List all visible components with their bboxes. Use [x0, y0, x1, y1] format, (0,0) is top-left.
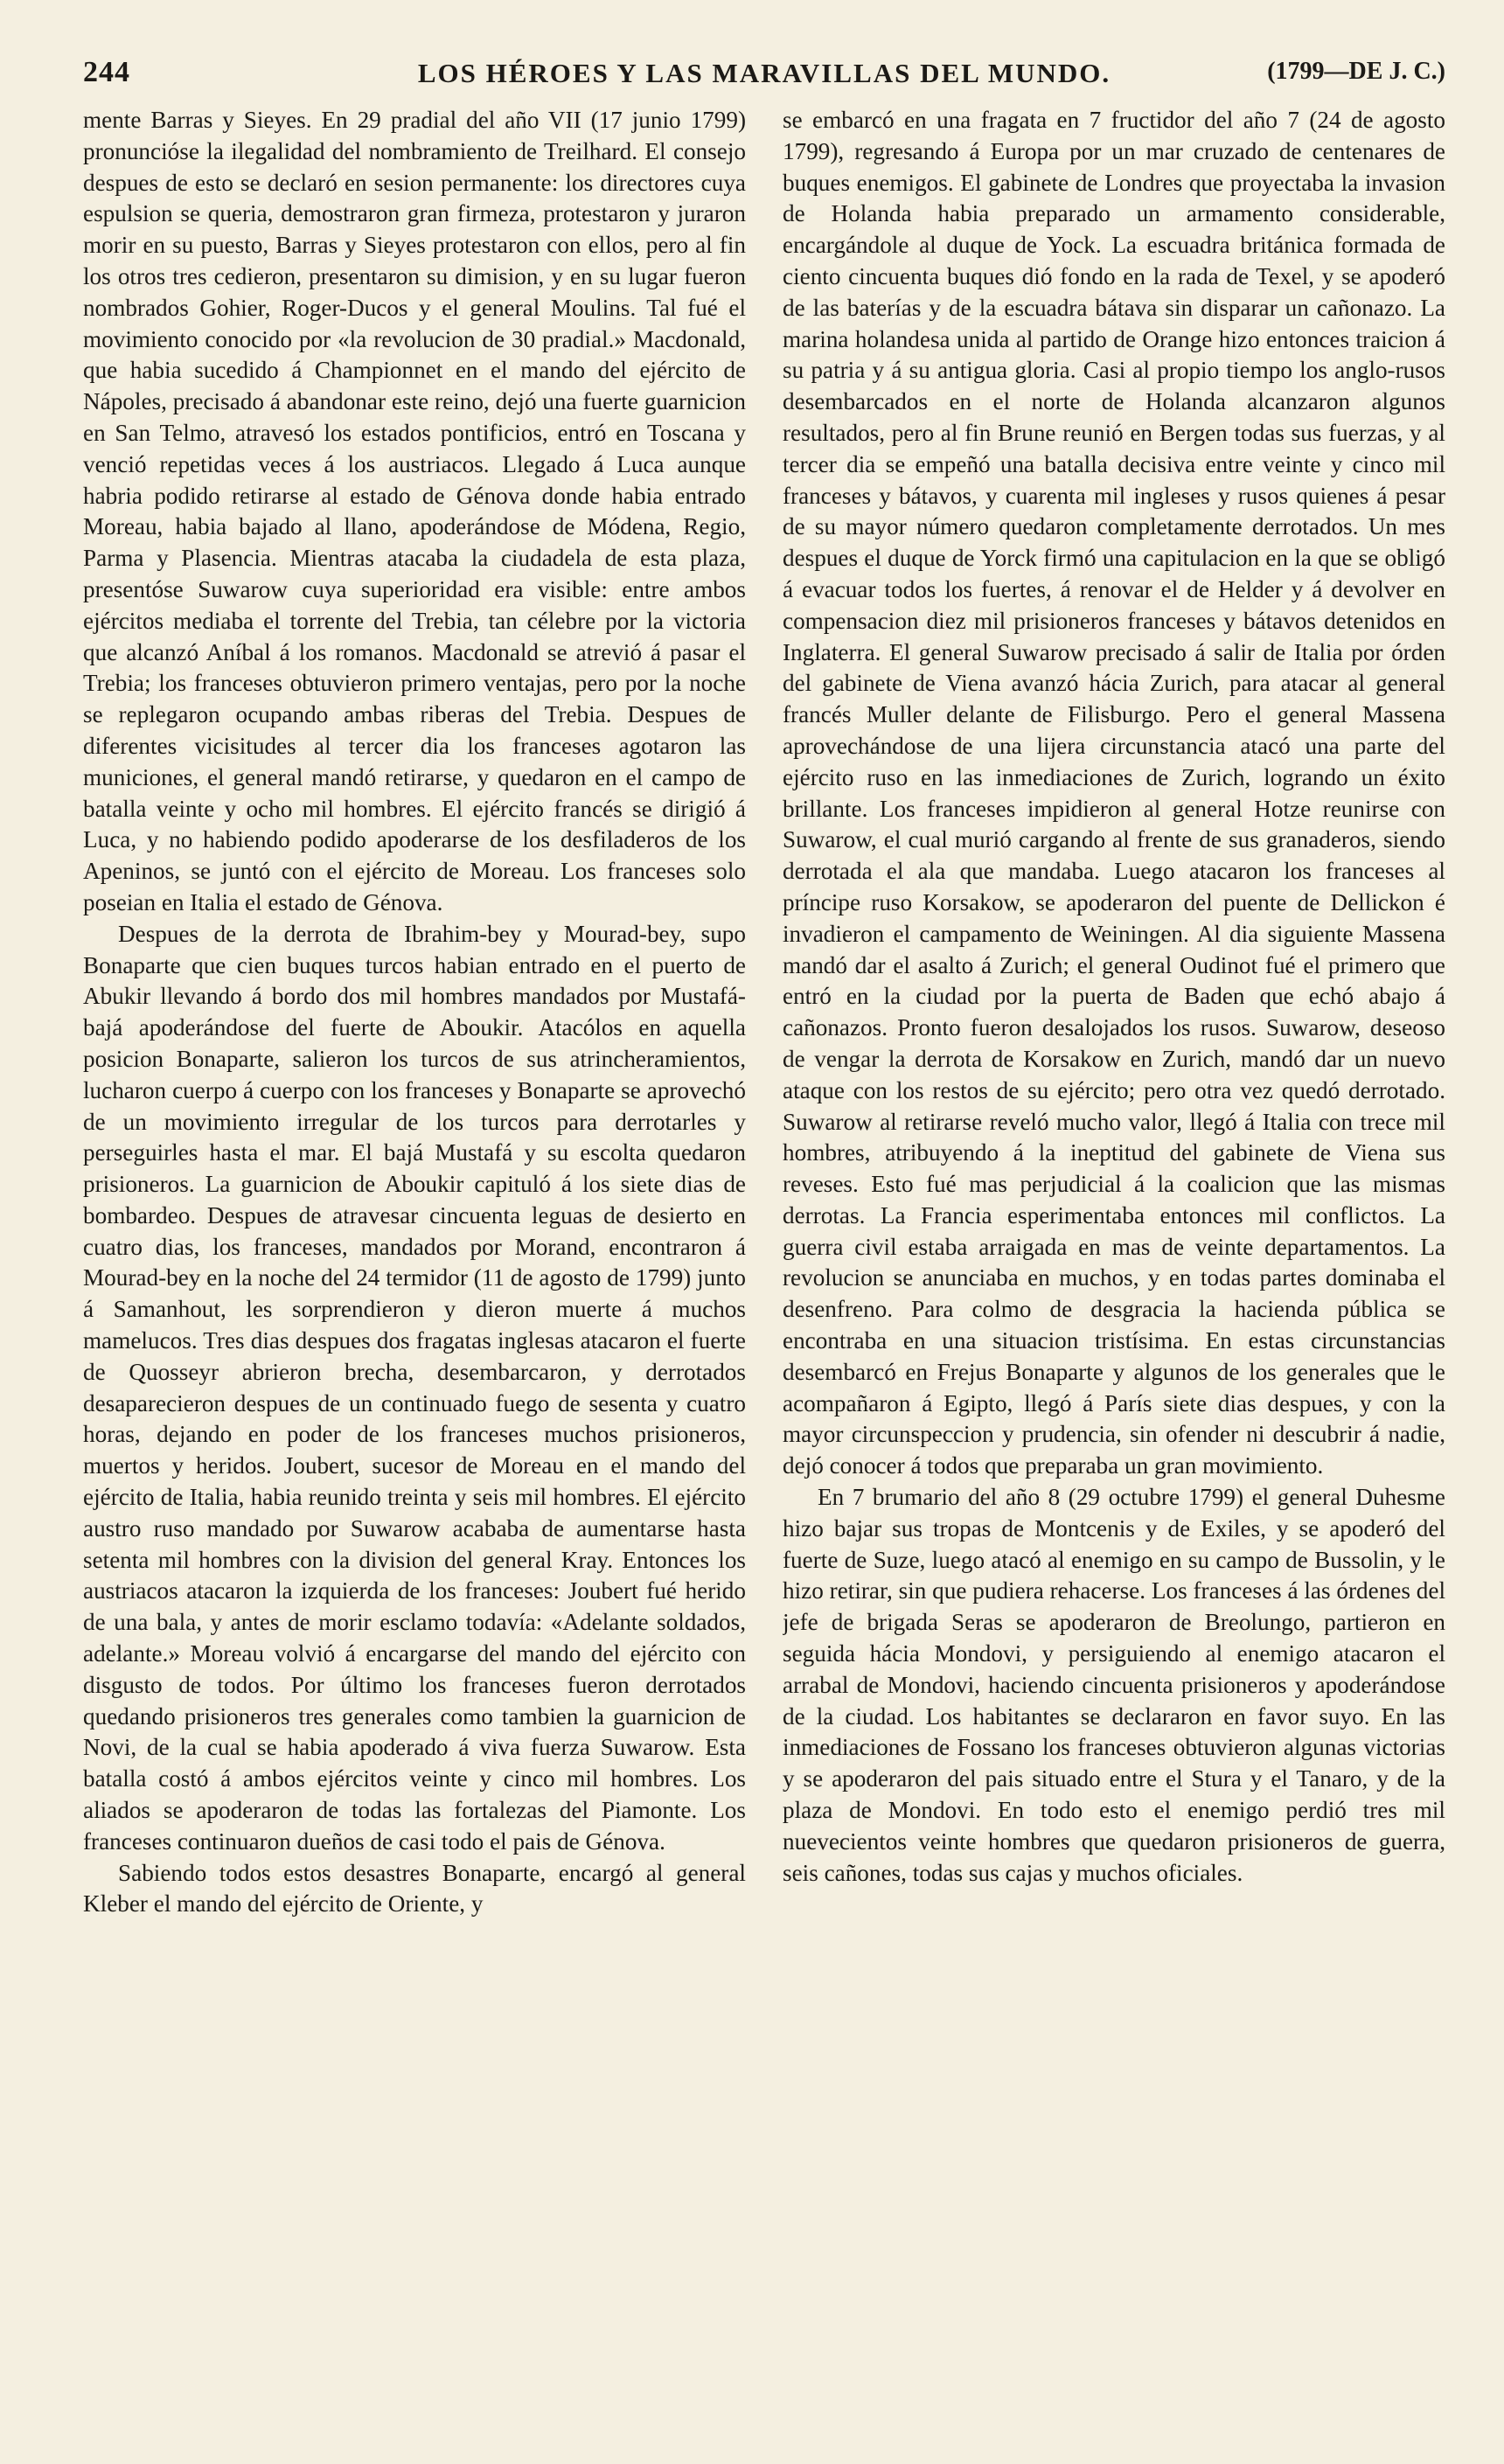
paragraph: En 7 brumario del año 8 (29 octubre 1799) el general Duhesme hizo bajar sus tropas de Montcenis y de Exiles, y se apoderó del fuerte de Suze, luego atacó al enemigo en su campo de Bussolin, y le hizo retirar, sin que pudiera rehacerse. Los franceses á las órdenes del jefe de brigada Seras se apoderaron de Breolungo, partieron en seguida hácia Mondovi, y persiguiendo al enemigo atacaron el arrabal de Mondovi, haciendo cincuenta prisioneros y apoderándose de la ciudad. Los habitantes se declararon en favor suyo. En las inmediaciones de Fossano los franceses obtuvieron algunas victorias y se apoderaron del pais situado entre el Stura y el Tanaro, y de la plaza de Mondovi. En todo esto el enemigo perdió tres mil nuevecientos veinte hombres que quedaron prisioneros de guerra, seis cañones, todas sus cajas y muchos oficiales.	[783, 1484, 1445, 1886]
paragraph: Despues de la derrota de Ibrahim-bey y Mourad-bey, supo Bonaparte que cien buques turcos habian entrado en el puerto de Abukir llevando á bordo dos mil hombres mandados por Mustafá-bajá apoderándose del fuerte de Aboukir. Atacólos en aquella posicion Bonaparte, salieron los turcos de sus atrincheramientos, lucharon cuerpo á cuerpo con los franceses y Bonaparte se aprovechó de un movimiento irregular de los turcos para derrotarles y perseguirles hasta el mar. El bajá Mustafá y su escolta quedaron prisioneros. La guarnicion de Aboukir capituló á los siete dias de bombardeo. Despues de atravesar cincuenta leguas de desierto en cuatro dias, los franceses, mandados por Morand, encontraron á Mourad-bey en la noche del 24 termidor (11 de agosto de 1799) junto á Samanhout, les sorprendieron y dieron muerte á muchos mamelucos. Tres dias despues dos fragatas inglesas atacaron el fuerte de Quosseyr abrieron brecha, desembarcaron, y derrotados desaparecieron despues de un continuado fuego de sesenta y cuatro horas, dejando en poder de los franceses muchos prisioneros, muertos y heridos. Joubert, sucesor de Moreau en el mando del ejército de Italia, habia reunido treinta y seis mil hombres. El ejército austro ruso mandado por Suwarow acababa de aumentarse hasta setenta mil hombres con la division del general Kray. Entonces los austriacos atacaron la izquierda de los franceses: Joubert fué herido de una bala, y antes de morir esclamo todavía: «Adelante soldados, adelante.» Moreau volvió á encargarse del mando del ejército con disgusto de todos. Por último los franceses fueron derrotados quedando prisioneros tres generales como tambien la guarnicion de Novi, de la cual se habia apoderado á viva fuerza Suwarow. Esta batalla costó á ambos ejércitos veinte y cinco mil hombres. Los aliados se apoderaron de todas las fortalezas del Piamonte. Los franceses continuaron dueños de casi todo el pais de Génova.	[83, 920, 746, 1855]
running-title: LOS HÉROES Y LAS MARAVILLAS DEL MUNDO.	[417, 58, 1111, 88]
date-label: (1799—DE J. C.)	[1267, 58, 1445, 85]
page-header	[83, 51, 1445, 105]
left-column	[83, 105, 746, 2413]
page-number: 244	[83, 56, 130, 88]
newspaper-page	[83, 51, 1445, 2412]
paragraph: mente Barras y Sieyes. En 29 pradial del año VII (17 junio 1799) pronuncióse la ilegalidad del nombramiento de Treilhard. El consejo despues de esto se declaró en sesion permanente: los directores cuya espulsion se queria, demostraron gran firmeza, protestaron y juraron morir en su puesto, Barras y Sieyes protestaron con ellos, pero al fin los otros tres cedieron, presentaron su dimision, y en su lugar fueron nombrados Gohier, Roger-Ducos y el general Moulins. Tal fué el movimiento conocido por «la revolucion de 30 pradial.» Macdonald, que habia sucedido á Championnet en el mando del ejército de Nápoles, precisado á abandonar este reino, dejó una fuerte guarnicion en San Telmo, atravesó los estados pontificios, entró en Toscana y venció repetidas veces á los austriacos. Llegado á Luca aunque habria podido retirarse al estado de Génova donde habia entrado Moreau, habia bajado al llano, apoderándose de Módena, Regio, Parma y Plasencia. Mientras atacaba la ciudadela de esta plaza, presentóse Suwarow cuya superioridad era visible: entre ambos ejércitos mediaba el torrente del Trebia, tan célebre por la victoria que alcanzó Aníbal á los romanos. Macdonald se atrevió á pasar el Trebia; los franceses obtuvieron primero ventajas, pero por la noche se replegaron ocupando ambas riberas del Trebia. Despues de diferentes vicisitudes al tercer dia los franceses agotaron las municiones, el general mandó retirarse, y quedaron en el campo de batalla veinte y ocho mil hombres. El ejército francés se dirigió á Luca, y no habiendo podido apoderarse de los desfiladeros de los Apeninos, se juntó con el ejército de Moreau. Los franceses solo poseian en Italia el estado de Génova.	[83, 107, 746, 915]
paragraph: Sabiendo todos estos desastres Bonaparte, encargó al general Kleber el mando del ejército de Oriente, y	[83, 1859, 746, 1918]
text-columns	[83, 105, 1445, 2413]
right-column	[783, 105, 1445, 2413]
paragraph: se embarcó en una fragata en 7 fructidor del año 7 (24 de agosto 1799), regresando á Europa por un mar cruzado de centenares de buques enemigos. El gabinete de Londres que proyectaba la invasion de Holanda habia preparado un armamento considerable, encargándole al duque de Yock. La escuadra británica formada de ciento cincuenta buques dió fondo en la rada de Texel, y se apoderó de las baterías y de la escuadra bátava sin disparar un cañonazo. La marina holandesa unida al partido de Orange hizo entonces traicion á su patria y á su antigua gloria. Casi al propio tiempo los anglo-rusos desembarcados en el norte de Holanda alcanzaron algunos resultados, pero al fin Brune reunió en Bergen todas sus fuerzas, y al tercer dia se empeñó una batalla decisiva entre veinte y cinco mil franceses y bátavos, y cuarenta mil ingleses y rusos quienes á pesar de su mayor número quedaron completamente derrotados. Un mes despues el duque de Yorck firmó una capitulacion en la que se obligó á evacuar todos los fuertes, á renovar el de Helder y á devolver en compensacion diez mil prisioneros franceses y bátavos detenidos en Inglaterra. El general Suwarow precisado á salir de Italia por órden del gabinete de Viena avanzó hácia Zurich, para atacar al general francés Muller delante de Filisburgo. Pero el general Massena aprovechándose de una lijera circunstancia atacó una parte del ejército ruso en las inmediaciones de Zurich, logrando un éxito brillante. Los franceses impidieron al general Hotze reunirse con Suwarow, el cual murió cargando al frente de sus granaderos, siendo derrotada el ala que mandaba. Luego atacaron los franceses al príncipe ruso Korsakow, se apoderaron del puente de Dellickon é invadieron el campamento de Weiningen. Al dia siguiente Massena mandó dar el asalto á Zurich; el general Oudinot fué el primero que entró en la ciudad por la puerta de Baden que echó abajo á cañonazos. Pronto fueron desalojados los rusos. Suwarow, deseoso de vengar la derrota de Korsakow en Zurich, mandó dar un nuevo ataque con los restos de su ejército; pero otra vez quedó derrotado. Suwarow al retirarse reveló mucho valor, llegó á Italia con trece mil hombres, atribuyendo á la ineptitud del gabinete de Viena sus reveses. Esto fué mas perjudicial á la coalicion que las mismas derrotas. La Francia esperimentaba entonces mil conflictos. La guerra civil estaba arraigada en mas de veinte departamentos. La revolucion se anunciaba en muchos, y en todas partes dominaba el desenfreno. Para colmo de desgracia la hacienda pública se encontraba en una situacion tristísima. En estas circunstancias desembarcó en Frejus Bonaparte y algunos de los generales que le acompañaron á Egipto, llegó á París siete dias despues, y con la mayor circunspeccion y prudencia, sin ofender ni descubrir á nadie, dejó conocer á todos que preparaba un gran movimiento.	[783, 107, 1445, 1479]
